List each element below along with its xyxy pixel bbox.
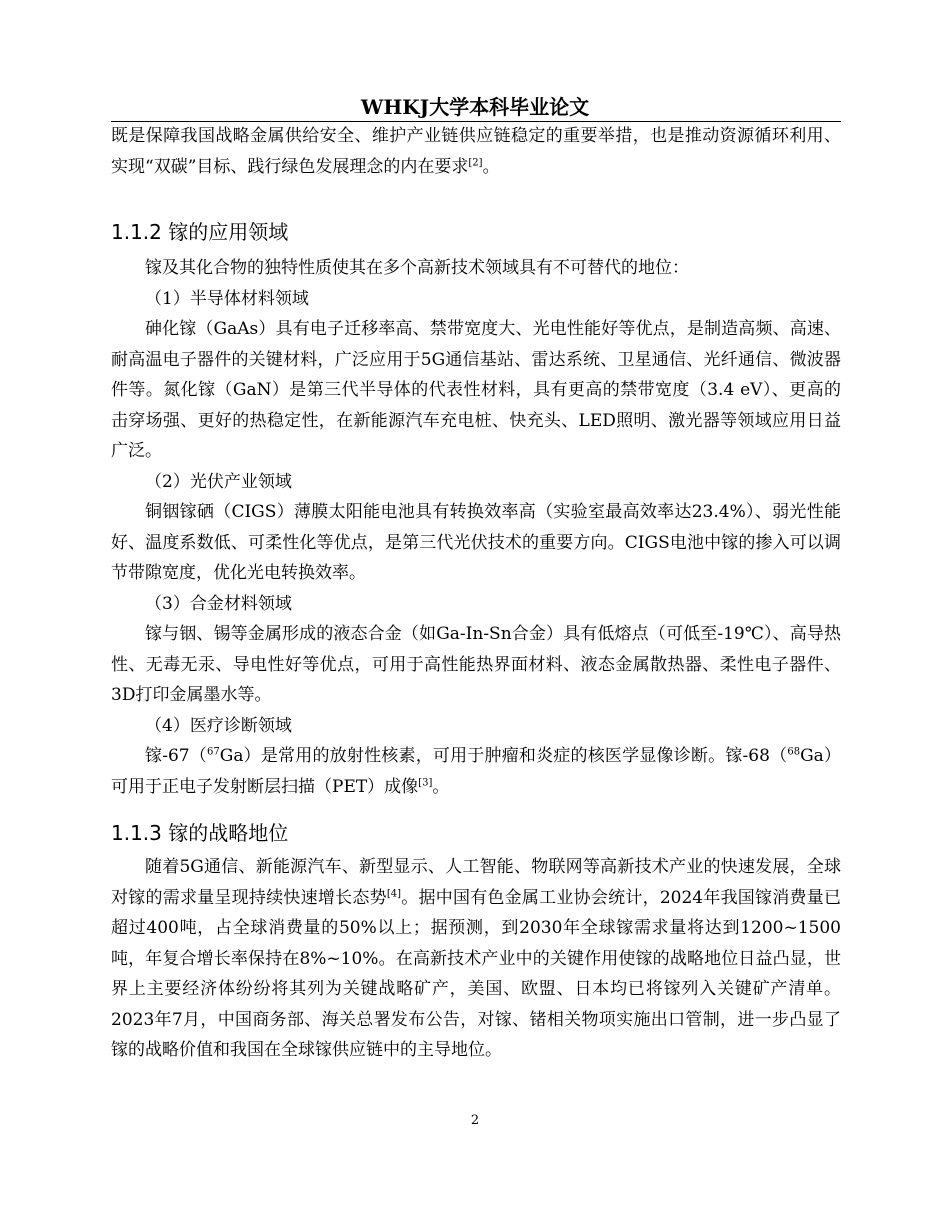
citation-4: [4] [386,887,401,899]
item-3-title: （3）合金材料领域 [145,593,292,614]
page-header-title: WHKJ大学本科毕业论文 [360,95,590,119]
item-1-body: 砷化镓（GaAs）具有电子迁移率高、禁带宽度大、光电性能好等优点，是制造高频、高速、耐高温电子器件的关键材料，广泛应用于5G通信基站、雷达系统、卫星通信、光纤通信、微波器件等。氮化镓（GaN）是第三代半导体的代表性材料，具有更高的禁带宽度（3.4 eV）、更高的击穿场强、更好的热稳定性，在新能源汽车充电桩、快充头、LED照明、激光器等领域应用日益广泛。 [111,319,841,461]
intro-end: 。 [482,156,500,177]
citation-2: [2] [468,156,483,168]
isotope-68: 68 [787,746,801,758]
item-4-text-2: Ga）是常用的放射性核素，可用于肿瘤和炎症的核医学显像诊断。镓-68（ [219,746,788,766]
isotope-67: 67 [207,746,220,758]
page-number: 2 [470,1113,480,1128]
intro-paragraph [111,121,841,182]
item-2-body: 铜铟镓硒（CIGS）薄膜太阳能电池具有转换效率高（实验室最高效率达23.4%）、弱光性能好、温度系数低、可柔性化等优点，是第三代光伏技术的重要方向。CIGS电池中镓的掺入可以调节带隙宽度，优化光电转换效率。 [111,502,841,583]
section-112-lead: 镓及其化合物的独特性质使其在多个高新技术领域具有不可替代的地位： [145,258,689,278]
citation-3: [3] [418,776,433,788]
item-4-body [111,741,841,802]
document-body [111,121,841,1066]
intro-text: 既是保障我国战略金属供给安全、维护产业链供应链稳定的重要举措，也是推动资源循环利用、实现“双碳”目标、践行绿色发展理念的内在要求 [111,126,841,177]
item-4-text-1: 镓-67（ [145,746,207,766]
item-2-title: （2）光伏产业领域 [145,471,292,492]
item-4-end: 。 [432,776,450,797]
item-1-title: （1）半导体材料领域 [145,288,309,309]
section-113-text-1: 随着5G通信、新能源汽车、新型显示、人工智能、物联网等高新技术产业的快速发展，全球对镓的需求量呈现持续快速增长态势 [111,857,841,908]
item-4-title: （4）医疗诊断领域 [145,715,292,736]
item-3-body: 镓与铟、锡等金属形成的液态合金（如Ga-In-Sn合金）具有低熔点（可低至-19℃）、高导热性、无毒无汞、导电性好等优点，可用于高性能热界面材料、液态金属散热器、柔性电子器件、3D打印金属墨水等。 [111,624,841,705]
section-113-text-2: 。据中国有色金属工业协会统计，2024年我国镓消费量已超过400吨，占全球消费量的50%以上；据预测，到2030年全球镓需求量将达到1200~1500吨，年复合增长率保持在8%~10%。在高新技术产业中的关键作用使镓的战略地位日益凸显，世界上主要经济体纷纷将其列为关键战略矿产，美国、欧盟、日本均已将镓列入关键矿产清单。2023年7月，中国商务部、海关总署发布公告，对镓、锗相关物项实施出口管制，进一步凸显了镓的战略价值和我国在全球镓供应链中的主导地位。 [111,887,842,1060]
section-heading-1-1-2: 1.1.2 镓的应用领域 [111,220,289,244]
item-4-text-3: Ga）可用于正电子发射断层扫描（PET）成像 [111,746,841,797]
section-113-paragraph [111,852,841,1066]
section-heading-1-1-3: 1.1.3 镓的战略地位 [111,821,289,845]
